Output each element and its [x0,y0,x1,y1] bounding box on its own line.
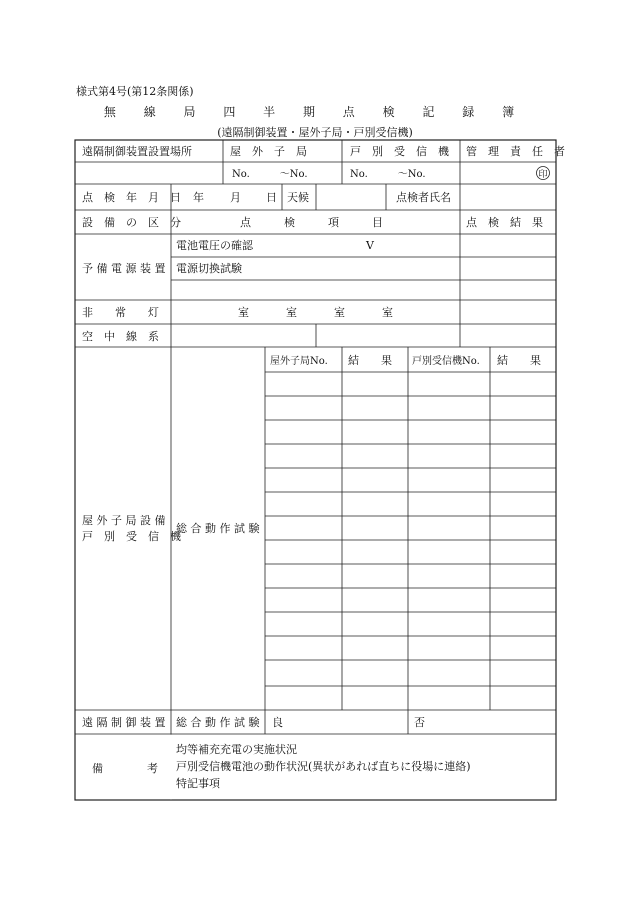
table-border [75,140,556,800]
outdoor-equipment-label: 屋 外 子 局 設 備 [82,514,166,527]
receiver-battery-status: 戸別受信機電池の動作状況(異状があれば直ちに役場に連絡) [176,760,471,773]
category-header: 設 備 の 区 分 [82,216,181,229]
equalizing-charge-status: 均等補充充電の実施状況 [176,743,297,756]
seal-text: 印 [538,170,548,180]
outdoor-station-label: 屋 外 子 局 [230,145,307,158]
household-receiver-label: 戸 別 受 信 機 [350,145,449,158]
form-number: 様式第4号(第12条関係) [76,85,194,98]
room-3: 室 [334,306,345,319]
household-no-column: 戸別受信機No. [412,356,480,367]
room-4: 室 [382,306,393,319]
result-column-1: 結 果 [348,354,392,367]
backup-power-label: 予 備 電 源 装 置 [82,262,166,275]
voltage-unit: V [366,239,374,252]
location-label: 遠隔制御装置設置場所 [82,145,192,158]
emergency-light-label: 非 常 灯 [82,306,159,319]
battery-voltage-check: 電池電圧の確認 [176,239,253,252]
room-2: 室 [286,306,297,319]
household-receiver-section-label: 戸 別 受 信 機 [82,530,181,543]
inspection-date-label: 点 検 年 月 日 [82,191,181,204]
remote-operation-test-label: 総 合 動 作 試 験 [176,716,260,729]
inspector-name-label: 点検者氏名 [396,191,451,204]
day-label: 日 [266,191,277,204]
remarks-label: 備 考 [92,762,158,775]
overall-operation-test-label: 総 合 動 作 試 験 [176,522,260,535]
year-label: 年 [193,191,204,204]
month-label: 月 [230,191,241,204]
result-header: 点 検 結 果 [466,216,543,229]
power-switch-test: 電源切換試験 [176,262,242,275]
outdoor-no-range: No. ～No. [232,169,308,180]
outdoor-no-column: 屋外子局No. [270,356,328,367]
weather-label: 天候 [287,191,309,204]
form-title: 無 線 局 四 半 期 点 検 記 録 簿 [103,105,527,119]
special-notes: 特記事項 [176,777,220,790]
good-label: 良 [272,716,283,729]
room-1: 室 [238,306,249,319]
antenna-system-label: 空 中 線 系 [82,330,159,343]
household-no-range: No. ～No. [350,169,426,180]
manager-label: 管 理 責 任 者 [466,145,565,158]
bad-label: 否 [414,716,425,729]
result-column-2: 結 果 [497,354,541,367]
items-header: 点 検 項 目 [240,216,383,229]
form-subtitle: (遠隔制御装置・屋外子局・戸別受信機) [217,126,413,139]
remote-control-label: 遠 隔 制 御 装 置 [82,716,166,729]
